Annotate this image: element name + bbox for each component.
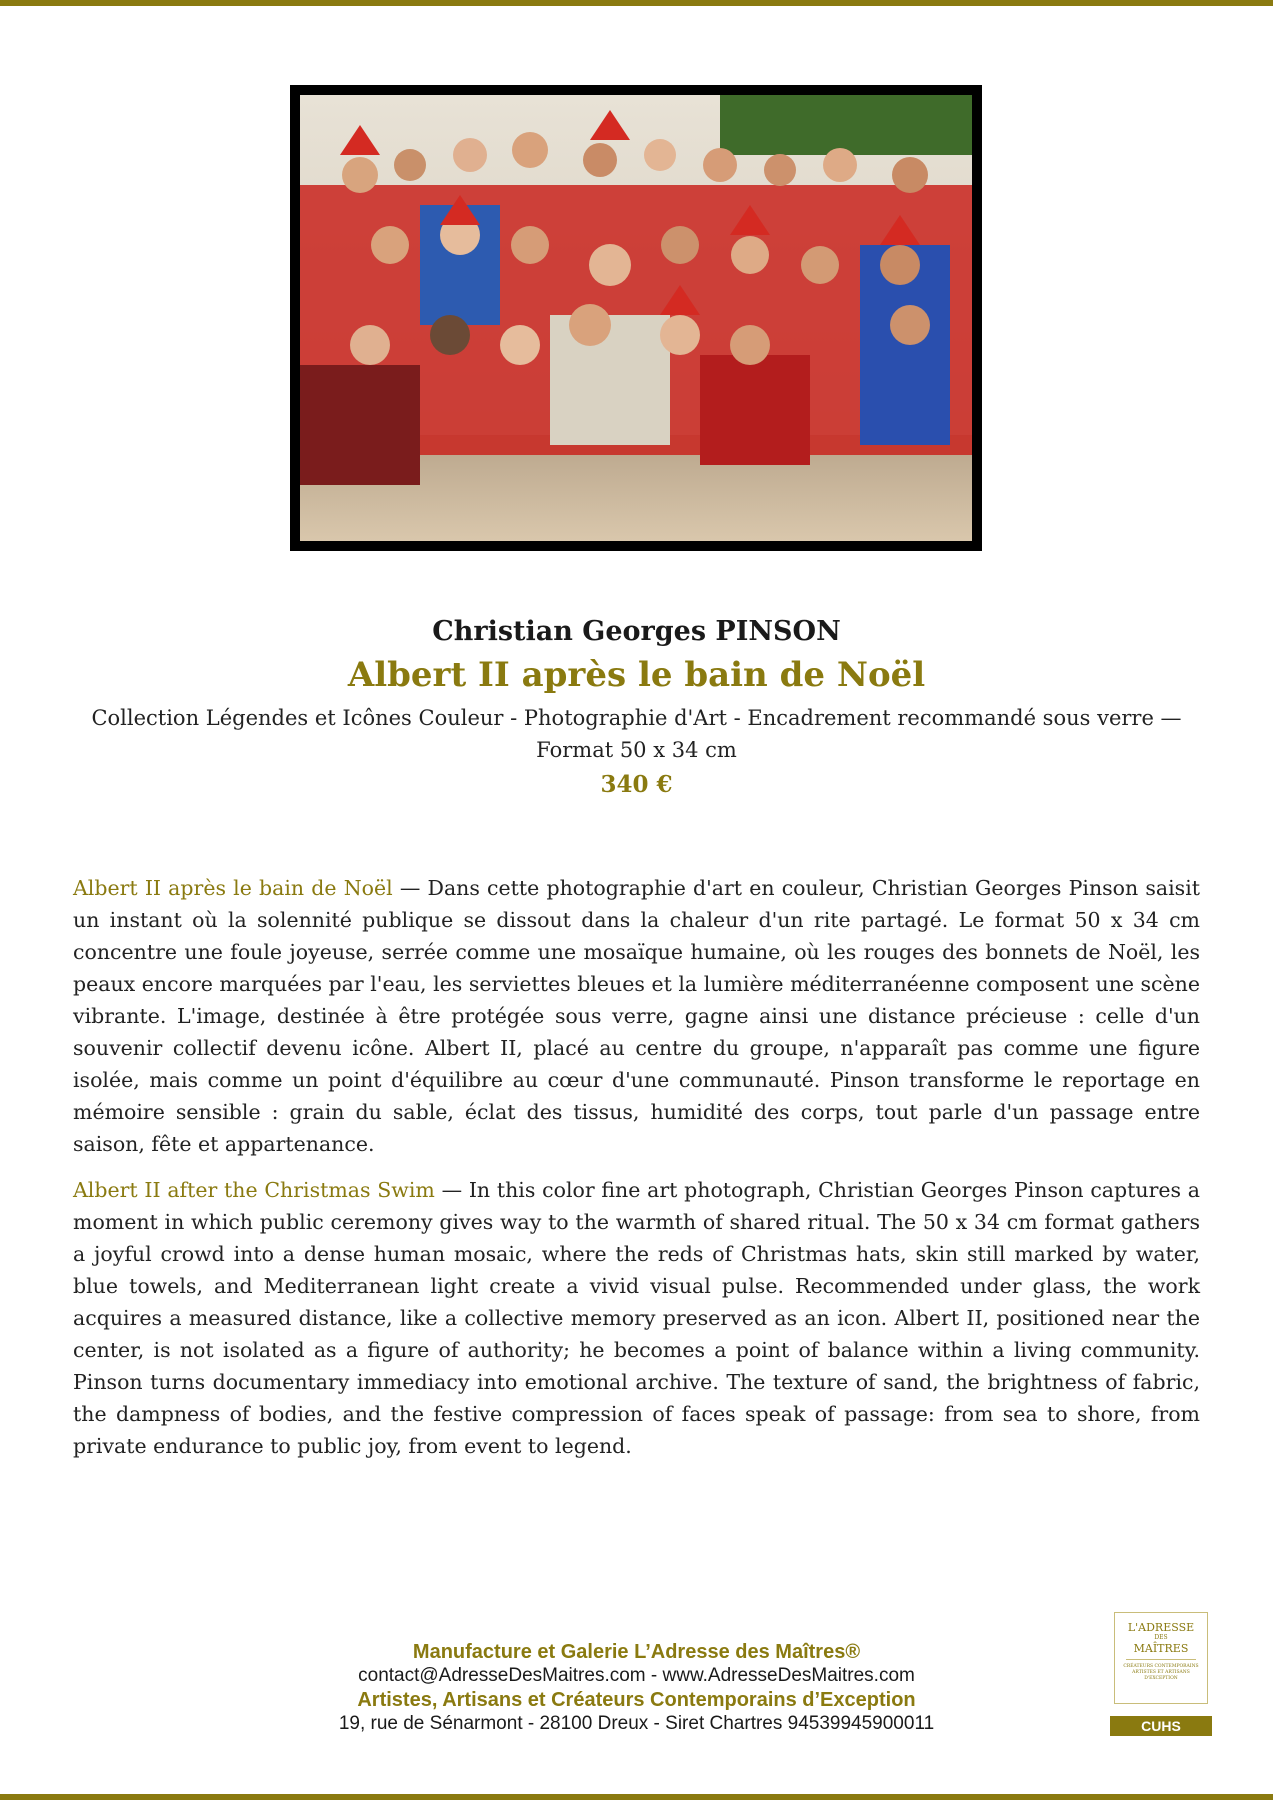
artist-name: Christian Georges PINSON bbox=[432, 616, 841, 647]
artwork-photo bbox=[300, 95, 972, 541]
top-rule bbox=[0, 0, 1273, 6]
logo-line3: MAÎTRES bbox=[1133, 1642, 1189, 1655]
footer bbox=[240, 1640, 1033, 1736]
gallery-logo bbox=[1114, 1612, 1208, 1704]
description-en-text: — In this color fine art photograph, Christian Georges Pinson captures a moment in which public ceremony gives way to the warmth of shared ritual. The 50 x 34 cm format gathers a joyful crowd into a dense human mosaic, where the reds of Christmas hats, skin still marked by water, blue towels, and Mediterranean light create a vivid visual pulse. Recommended under glass, the work acquires a measured distance, like a collective memory preserved as an icon. Albert II, positioned near the center, is not isolated as a figure of authority; he becomes a point of balance within a living community. Pinson turns documentary immediacy into emotional archive. The texture of sand, the brightness of fabric, the dampness of bodies, and the festive compression of faces speak of passage: from sea to shore, from private endurance to public joy, from event to legend. bbox=[73, 1178, 1200, 1458]
footer-address: 19, rue de Sénarmont - 28100 Dreux - Siret Chartres 94539945900011 bbox=[338, 1713, 935, 1734]
artwork-subtitle: Collection Légendes et Icônes Couleur - Photographie d'Art - Encadrement recommandé sous verre — Format 50 x 34 cm bbox=[91, 706, 1182, 762]
logo-line2: DES bbox=[1154, 1634, 1168, 1641]
artwork-price: 340 € bbox=[600, 771, 673, 798]
logo-badge: CUHS bbox=[1110, 1716, 1212, 1736]
description-fr bbox=[73, 872, 1200, 1160]
description-en bbox=[73, 1174, 1200, 1462]
description-fr-lead: Albert II après le bain de Noël bbox=[73, 876, 393, 900]
artwork-photo-frame bbox=[290, 85, 982, 551]
footer-contact: contact@AdresseDesMaitres.com - www.AdresseDesMaitres.com bbox=[358, 1665, 915, 1686]
artwork-title: Albert II après le bain de Noël bbox=[347, 655, 926, 695]
logo-line4: CRÉATEURS CONTEMPORAINS ARTISTES ET ARTISANS D'EXCEPTION bbox=[1123, 1664, 1199, 1681]
footer-tagline: Artistes, Artisans et Créateurs Contemporains d’Exception bbox=[357, 1689, 916, 1711]
logo-line1: L'ADRESSE bbox=[1127, 1621, 1195, 1634]
description-fr-text: — Dans cette photographie d'art en couleur, Christian Georges Pinson saisit un instant où la solennité publique se dissout dans la chaleur d'un rite partagé. Le format 50 x 34 cm concentre une foule joyeuse, serrée comme une mosaïque humaine, où les rouges des bonnets de Noël, les peaux encore marquées par l'eau, les serviettes bleues et la lumière méditerranéenne composent une scène vibrante. L'image, destinée à être protégée sous verre, gagne ainsi une distance précieuse : celle d'un souvenir collectif devenu icône. Albert II, placé au centre du groupe, n'apparaît pas comme une figure isolée, mais comme un point d'équilibre au cœur d'une communauté. Pinson transforme le reportage en mémoire sensible : grain du sable, éclat des tissus, humidité des corps, tout parle d'un passage entre saison, fête et appartenance. bbox=[73, 876, 1200, 1156]
bottom-rule bbox=[0, 1794, 1273, 1800]
footer-gallery: Manufacture et Galerie L’Adresse des Maîtres® bbox=[412, 1641, 861, 1663]
description-en-lead: Albert II after the Christmas Swim bbox=[73, 1178, 435, 1202]
description bbox=[73, 872, 1200, 1476]
logo-separator bbox=[1126, 1659, 1196, 1660]
artwork-header bbox=[70, 612, 1203, 802]
